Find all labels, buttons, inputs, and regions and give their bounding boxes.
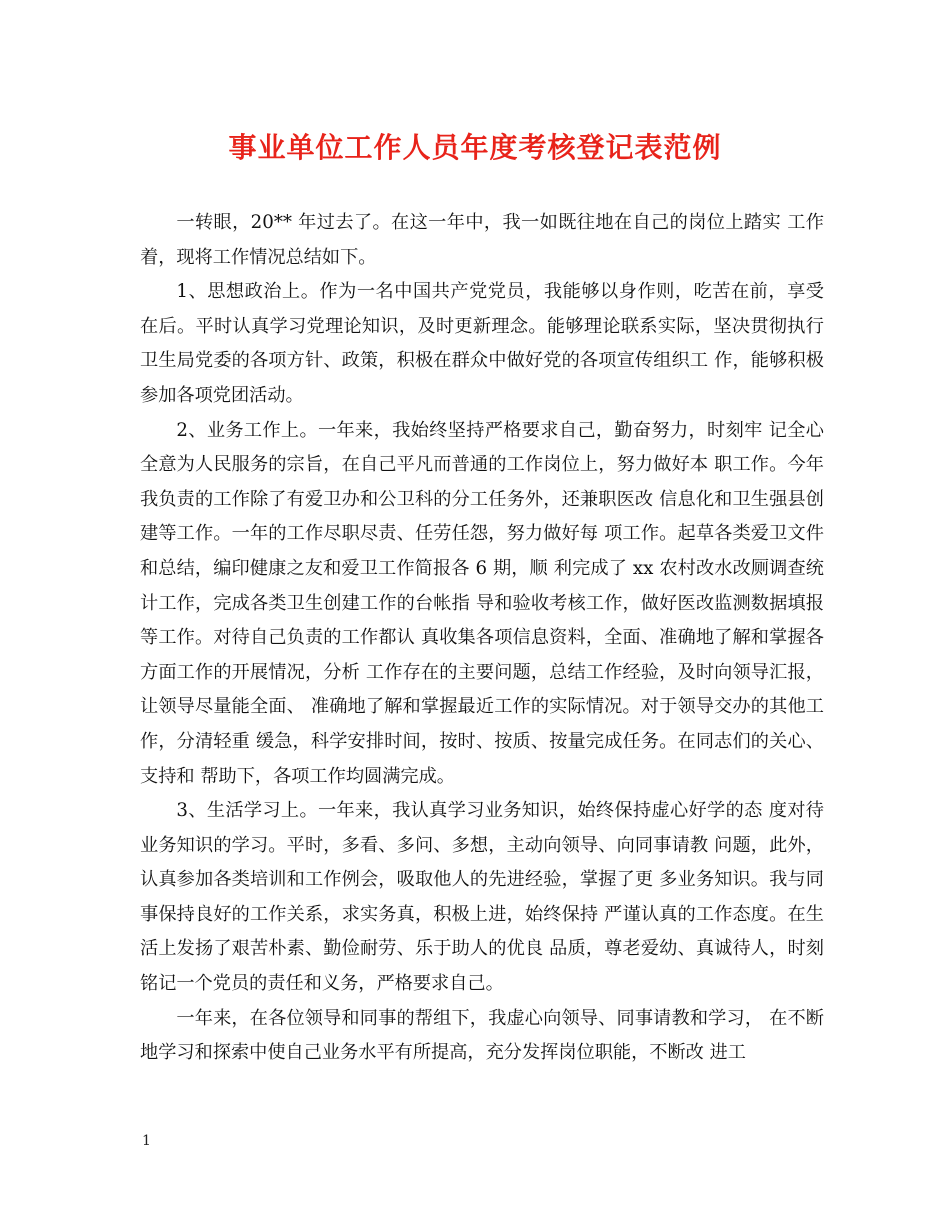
paragraph-summary: 一年来，在各位领导和同事的帮组下，我虚心向领导、同事请教和学习， 在不断地学习和探索中使自己业务水平有所提高，充分发挥岗位职能，不断改 进工 [140, 1007, 824, 1064]
paragraph-business: 2、业务工作上。一年来，我始终坚持严格要求自己，勤奋努力，时刻牢 记全心全意为人民服务的宗旨，在自己平凡而普通的工作岗位上，努力做好本 职工作。今年我负责的工作除了有爱卫办和公卫科的分工任务外，还兼职医改 信息化和卫生强县创建等工作。一年的工作尽职尽责、任劳任怨，努力做好每 项工作。起草各类爱卫文件和总结，编印健康之友和爱卫工作简报各 6 期，顺 利完成了 xx 农村改水改厕调查统计工作，完成各类卫生创建工作的台帐指 导和验收考核工作，做好医改监测数据填报等工作。对待自己负责的工作都认 真收集各项信息资料，全面、准确地了解和掌握各方面工作的开展情况，分析 工作存在的主要问题，总结工作经验，及时向领导汇报，让领导尽量能全面、 准确地了解和掌握最近工作的实际情况。对于领导交办的其他工作，分清轻重 缓急，科学安排时间，按时、按质、按量完成任务。在同志们的关心、支持和 帮助下，各项工作均圆满完成。 [140, 419, 824, 787]
document-body [140, 206, 824, 1071]
paragraph-study: 3、生活学习上。一年来，我认真学习业务知识，始终保持虚心好学的态 度对待业务知识的学习。平时，多看、多问、多想，主动向领导、向同事请教 问题，此外，认真参加各类培训和工作例会，吸取他人的先进经验，掌握了更 多业务知识。我与同事保持良好的工作关系，求实务真，积极上进，始终保持 严谨认真的工作态度。在生活上发扬了艰苦朴素、勤俭耐劳、乐于助人的优良 品质，尊老爱幼、真诚待人，时刻铭记一个党员的责任和义务，严格要求自己。 [140, 800, 824, 995]
paragraph-political: 1、思想政治上。作为一名中国共产党党员，我能够以身作则，吃苦在前，享受 在后。平时认真学习党理论知识，及时更新理念。能够理论联系实际，坚决贯彻执行卫生局党委的各项方针、政策，积极在群众中做好党的各项宣传组织工 作，能够积极参加各项党团活动。 [140, 281, 824, 406]
page-number: 1 [142, 1133, 151, 1149]
paragraph-intro: 一转眼，20** 年过去了。在这一年中，我一如既往地在自己的岗位上踏实 工作着，现将工作情况总结如下。 [140, 212, 824, 268]
document-title: 事业单位工作人员年度考核登记表范例 [228, 131, 722, 164]
